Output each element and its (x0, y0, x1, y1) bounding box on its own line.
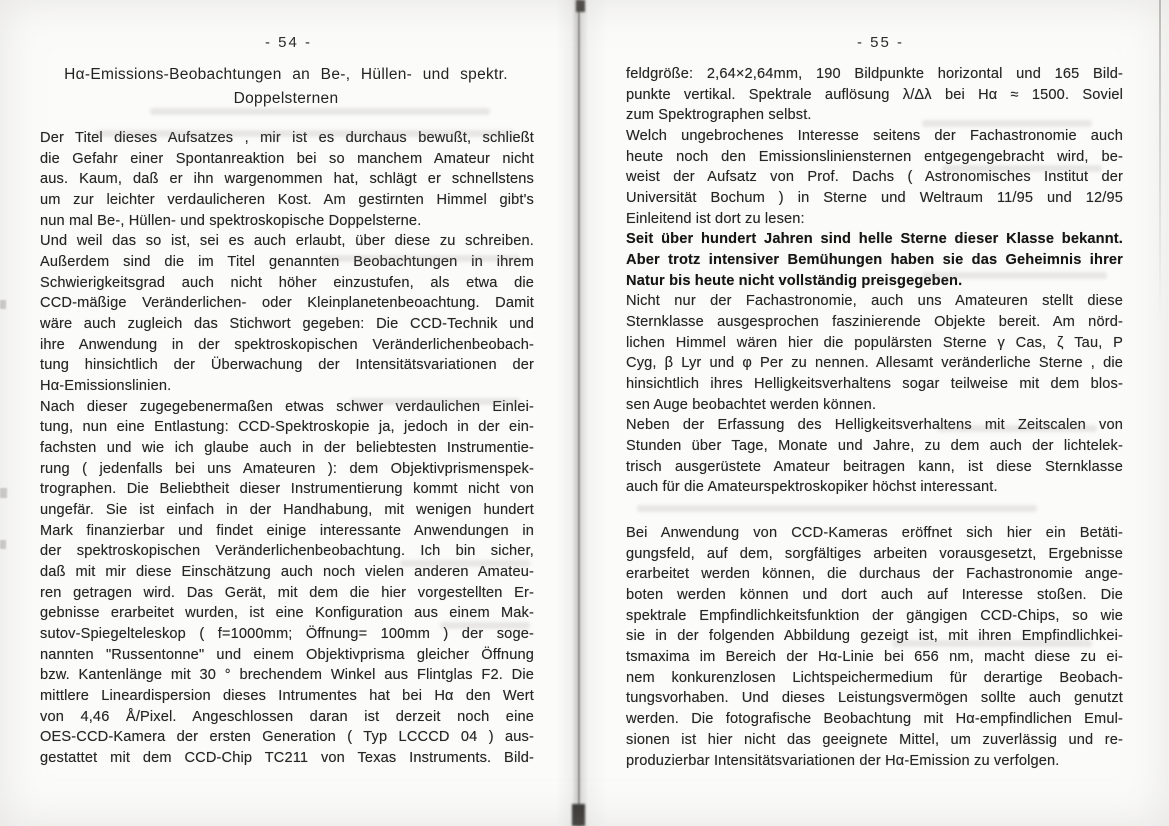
text-line: feldgröße: 2,64×2,64mm, 190 Bildpunkte horizontal und 165 Bild- (626, 66, 1123, 82)
text-line: Aber trotz intensiver Bemühungen haben sie das Geheimnis ihrer (626, 252, 1123, 269)
page-number: - 54 - (264, 34, 312, 51)
text-line: erarbeitet werden können, die durchaus der Fachastronomie ange- (626, 566, 1123, 583)
text-line: Schwierigkeitsgrad auch nicht höher einzustufen, als etwa die (40, 274, 534, 291)
text-line: die Gefahr einer Spontanreaktion bei so manchem Amateur nicht (40, 150, 534, 167)
text-line: Cyg, β Lyr und φ Per zu nennen. Allesamt veränderliche Sterne , die (626, 355, 1123, 372)
text-line: gungsfeld, auf dem, sorgfältiges arbeiten vorausgesetzt, Ergebnisse (626, 545, 1123, 562)
text-line: spektrale Empfindlichkeitsfunktion der gängigen CCD-Chips, so wie (626, 607, 1123, 624)
text-line: ihre Anwendung in der spektroskopischen Veränderlichenbeobach- (40, 336, 534, 353)
text-line: Der Titel dieses Aufsatzes , mir ist es durchaus bewußt, schließt (40, 130, 534, 146)
text-line: trographen. Die Beliebtheit dieser Instrumentierung kommt nicht von (40, 481, 534, 498)
text-line: CCD-mäßige Veränderlichen- oder Kleinplanetenbeoachtung. Damit (40, 295, 534, 312)
scan-edge-mark (0, 488, 7, 498)
text-line: auch für die Amateurspektroskopiker höchst interessant. (626, 479, 998, 496)
body-text-page-55 (626, 64, 1123, 771)
text-line: um zur leichter verdaulicheren Kost. Am gestirnten Himmel gibt's (40, 192, 534, 209)
text-line: heute noch den Emissionsliniensternen entgegengebracht wird, be- (626, 148, 1123, 165)
page-54 (0, 0, 577, 826)
text-line: bzw. Kantenlänge mit 30 ° brechendem Winkel aus Flintglas F2. Die (40, 667, 534, 684)
body-text-page-54 (40, 128, 534, 769)
book-crease-line (578, 0, 580, 826)
gutter-ink-mark-bottom (572, 804, 585, 826)
scan-edge-mark (0, 300, 6, 309)
text-line: sutov-Spiegelteleskop ( f=1000mm; Öffnung= 100mm ) der soge- (40, 626, 534, 643)
text-line: boten werden können und dort auch auf Interesse stoßen. Die (626, 587, 1123, 604)
text-line: von 4,46 Å/Pixel. Angeschlossen daran ist derzeit noch eine (40, 708, 534, 725)
text-line: rung ( jedenfalls bei uns Amateuren ): dem Objektivprismenspek- (40, 460, 534, 477)
text-line: ren getragen wird. Das Gerät, mit dem die hier vorgestellten Er- (40, 584, 534, 601)
gutter-ink-mark-top (576, 0, 585, 12)
text-line: tungsvorhaben. Und dieses Leistungsvermögen sollte auch genutzt (626, 690, 1123, 707)
text-line: OES-CCD-Kamera der ersten Generation ( Typ LCCCD 04 ) aus- (40, 729, 534, 746)
text-line: tung hinsichtlich der Überwachung der Intensitätsvariationen der (40, 357, 534, 374)
text-line: Universität Bochum ) in Sterne und Weltraum 11/95 und 12/95 (626, 190, 1123, 207)
text-line: Nicht nur der Fachastronomie, auch uns Amateuren stellt diese (626, 293, 1123, 310)
text-line: Außerdem sind die im Titel genannten Beobachtungen in ihrem (40, 254, 534, 271)
text-line: Einleitend ist dort zu lesen: (626, 210, 805, 227)
text-line: tung, nun eine Entlastung: CCD-Spektroskopie ja, jedoch in der ein- (40, 419, 534, 436)
article-title-line1: Hα-Emissions-Beobachtungen an Be-, Hüllen- und spektr. (64, 66, 508, 83)
bleed-through-artifact (150, 108, 490, 115)
text-line: trisch ausgerüstete Amateur beitragen kann, ist diese Sternklasse (626, 458, 1123, 475)
text-line: sie in der folgenden Abbildung gezeigt ist, mit ihren Empfindlichkei- (626, 628, 1123, 645)
text-line: gestattet mit dem CCD-Chip TC211 von Texas Instruments. Bild- (40, 750, 534, 767)
text-line: Bei Anwendung von CCD-Kameras eröffnet sich hier ein Betäti- (626, 525, 1123, 542)
text-line: werden. Die fotografische Beobachtung mit Hα-empfindlichen Emul- (626, 711, 1123, 728)
paragraph-gap (626, 498, 1123, 523)
text-line: Und weil das so ist, sei es auch erlaubt, über diese zu schreiben. (40, 233, 534, 250)
text-line: tsmaxima im Bereich der Hα-Linie bei 656 nm, macht diese zu ei- (626, 649, 1123, 666)
page-number: - 55 - (856, 34, 904, 51)
text-line: nun mal Be-, Hüllen- und spektroskopische Doppelsterne. (40, 212, 422, 229)
text-line: daß mit mir diese Einschätzung auch noch vielen anderen Amateu- (40, 564, 534, 581)
text-line: sionen ist hier nicht das geeignete Mittel, um zuverlässig und re- (626, 731, 1123, 748)
text-line: lichen Himmel wären hier die populärsten Sterne γ Cas, ζ Tau, P (626, 334, 1123, 351)
text-line: fachsten und wie ich glaube auch in der beliebtesten Instrumentie- (40, 440, 534, 457)
text-line: Sternklasse ausgesprochen faszinierende Objekte bereit. Am nörd- (626, 314, 1123, 331)
article-title-line2: Doppelsternen (233, 90, 339, 107)
text-line: zum Spektrographen selbst. (626, 107, 812, 124)
text-line: der spektroskopischen Veränderlichenbeobachtung. Ich bin sicher, (40, 543, 534, 560)
text-line: sen Auge beobachtet werden können. (626, 396, 877, 413)
text-line: produzierbar Intensitätsvariationen der Hα-Emission zu verfolgen. (626, 752, 1060, 769)
text-line: Mark finanzierbar und findet einige interessante Anwendungen in (40, 522, 534, 539)
text-line: nannten "Russentonne" und einem Objektivprisma gleicher Öffnung (40, 646, 534, 663)
text-line: Nach dieser zugegebenermaßen etwas schwer verdaulichen Einlei- (40, 398, 534, 415)
page-55 (592, 0, 1169, 826)
text-line: Neben der Erfassung des Helligkeitsverhaltens mit Zeitscalen von (626, 417, 1123, 434)
text-line: mittlere Lineardispersion dieses Intrumentes hat bei Hα den Wert (40, 688, 534, 705)
text-line: Seit über hundert Jahren sind helle Sterne dieser Klasse bekannt. (626, 231, 1123, 248)
text-line: Natur bis heute nicht vollständig preisgegeben. (626, 272, 963, 289)
text-line: punkte vertikal. Spektrale auflösung λ/Δλ bei Hα ≈ 1500. Soviel (626, 86, 1123, 103)
text-line: ungefär. Sie ist einfach in der Handhabung, mit wenigen hundert (40, 502, 534, 519)
text-line: Stunden über Tage, Monate und Jahre, zu dem auch der lichtelek- (626, 438, 1123, 455)
text-line: gebnisse erarbeitet wurden, ist eine Konfiguration aus einem Mak- (40, 605, 534, 622)
text-line: weist der Aufsatz von Prof. Dachs ( Astronomisches Institut der (626, 169, 1123, 186)
text-line: nem konkurenzlosen Lichtspeichermedium für derartige Beobach- (626, 669, 1123, 686)
text-line: Welch ungebrochenes Interesse seitens der Fachastronomie auch (626, 128, 1123, 145)
text-line: Hα-Emissionslinien. (40, 378, 172, 395)
text-line: wäre auch zugleich das Stichwort gegeben: Die CCD-Technik und (40, 316, 534, 333)
text-line: hinsichtlich ihres Helligkeitsverhaltens sogar teilweise mit dem blos- (626, 376, 1123, 393)
text-line: aus. Kaum, daß er ihn wargenommen hat, schlägt er schnellstens (40, 171, 534, 188)
scan-edge-mark (0, 540, 6, 549)
